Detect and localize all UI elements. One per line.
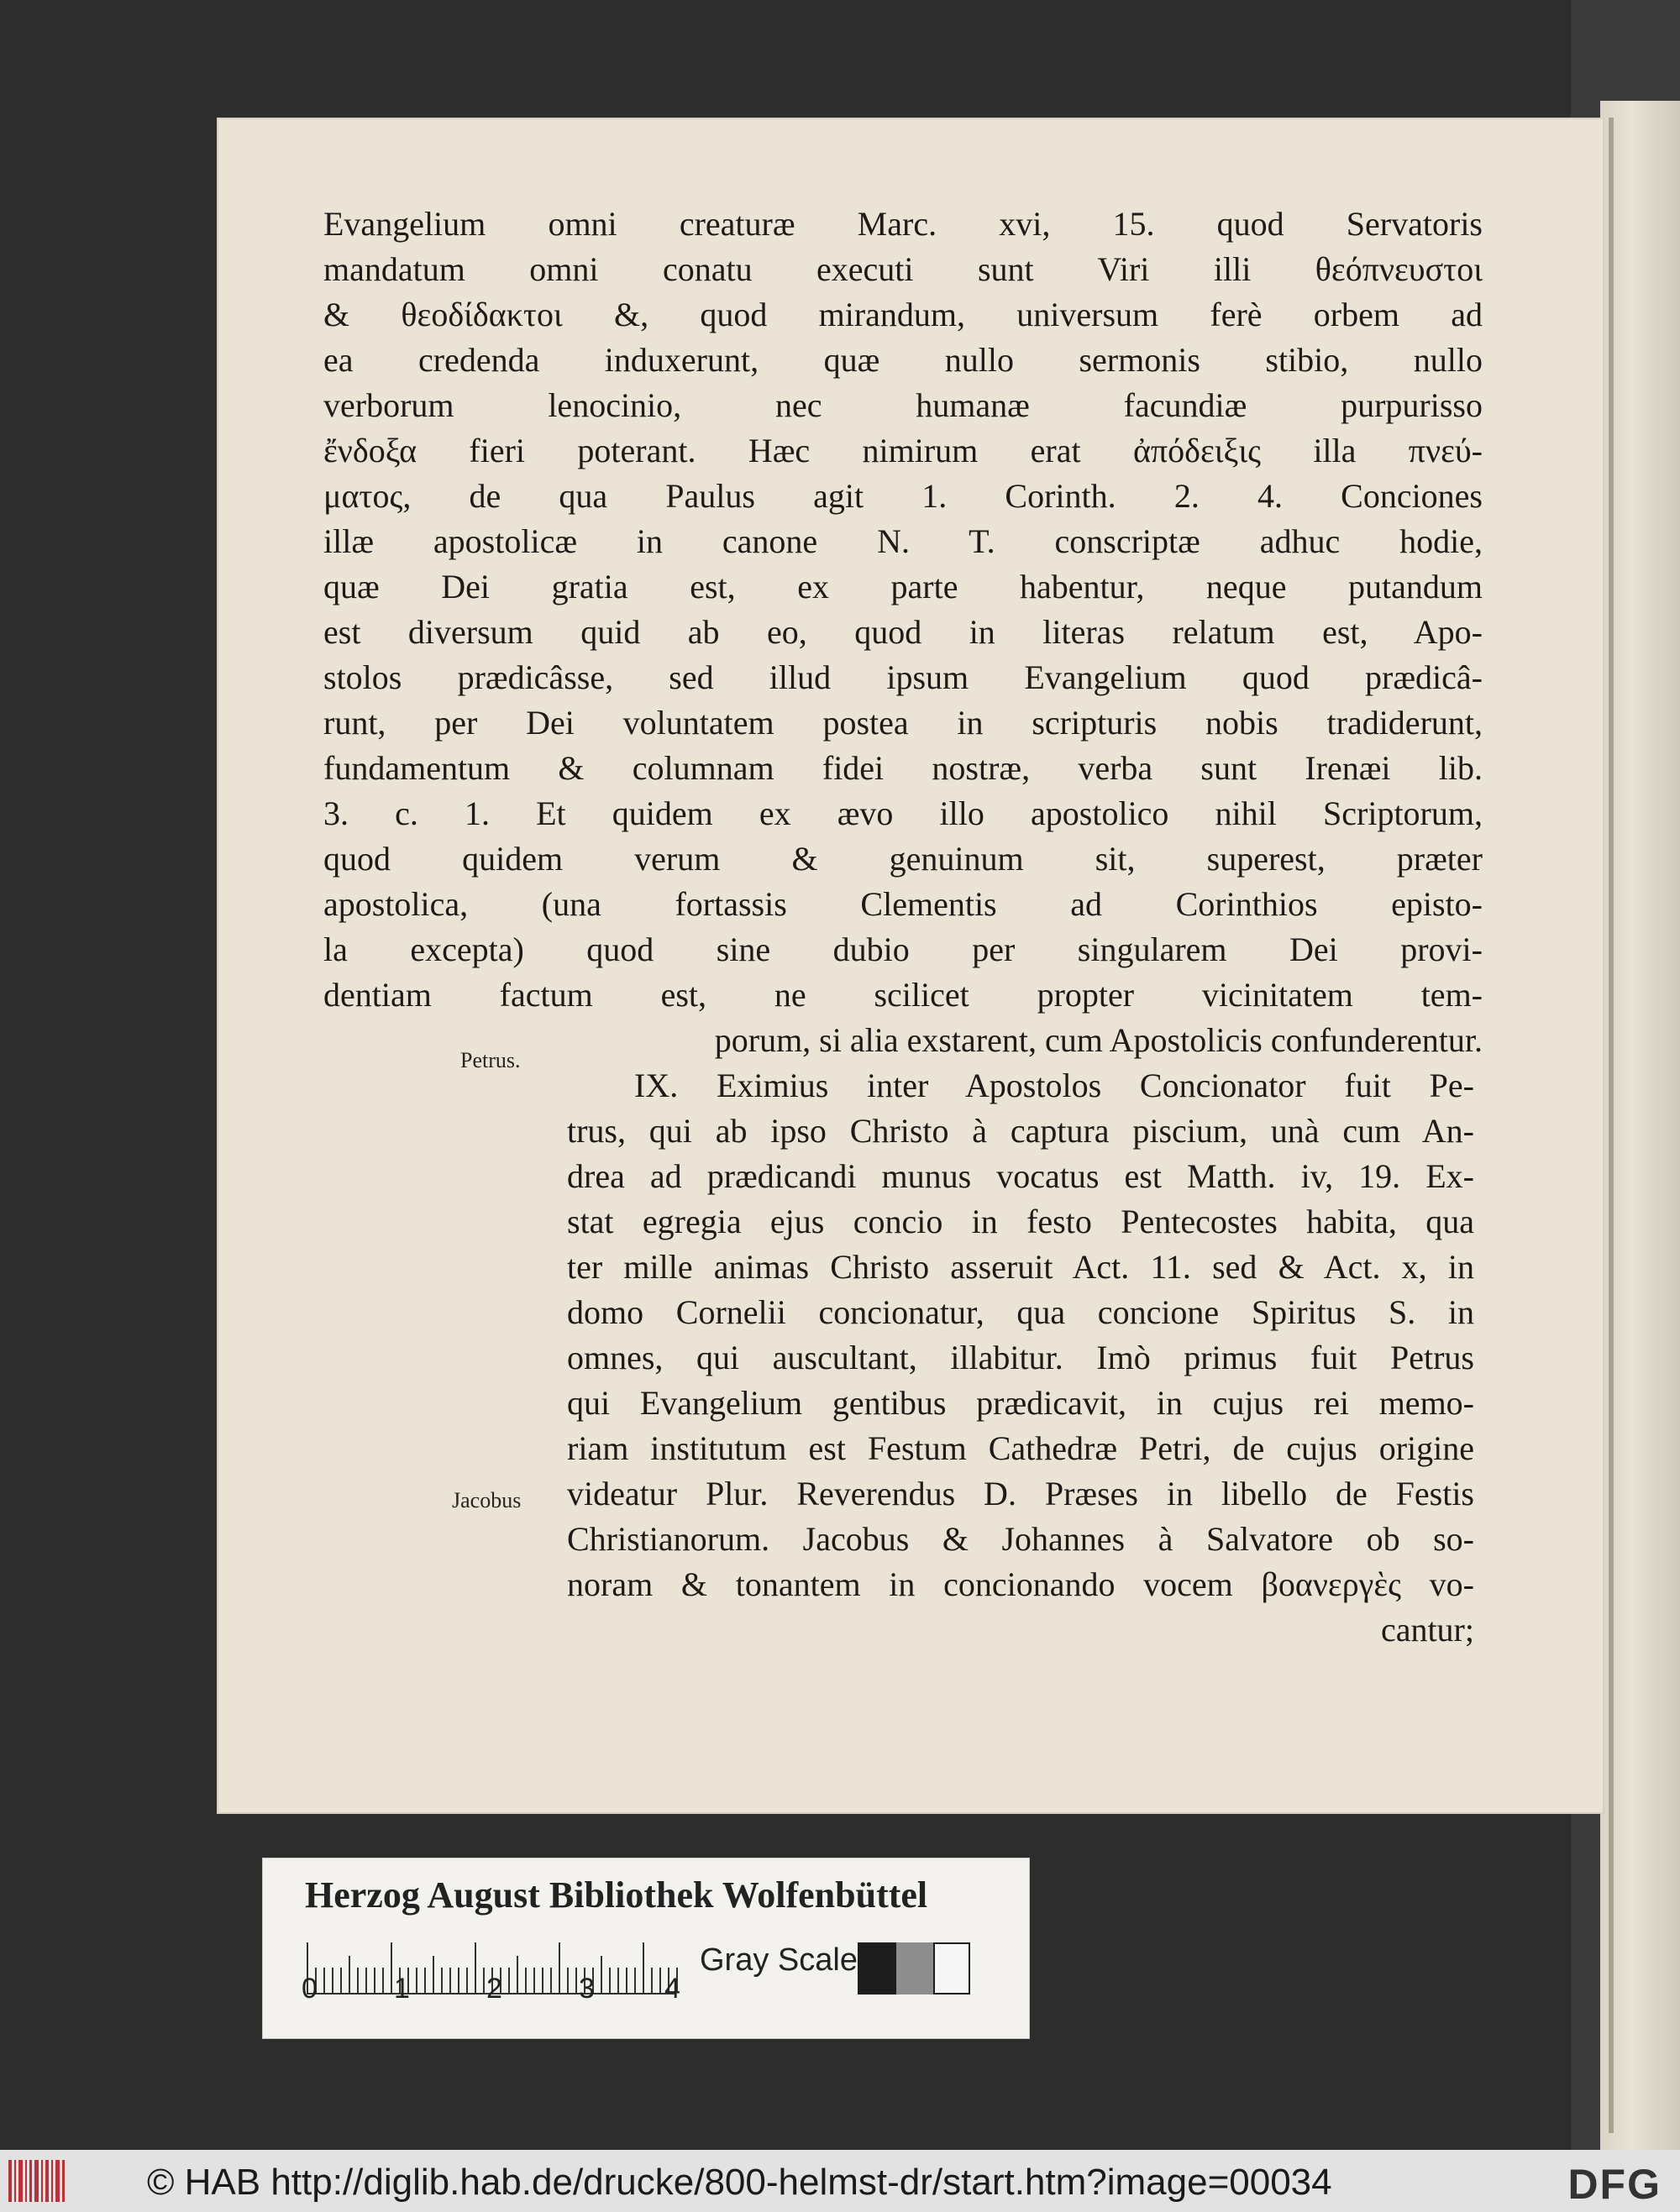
ruler-tick	[332, 1968, 333, 1993]
ruler-tick	[525, 1968, 527, 1993]
text-line: noram & tonantem in concionando vocem βοανεργὲς vo-	[567, 1565, 1474, 1603]
gray-swatch-black	[858, 1942, 896, 1994]
footer-bar	[0, 2150, 1680, 2212]
ruler-tick	[374, 1968, 375, 1993]
ruler-label-1: 1	[394, 1973, 410, 2005]
text-line: videatur Plur. Reverendus D. Præses in libello de Festis	[567, 1475, 1474, 1512]
ruler-label-2: 2	[486, 1973, 502, 2005]
ruler-tick	[433, 1956, 434, 1993]
ruler-label-0: 0	[302, 1973, 318, 2005]
ruler-tick	[542, 1968, 543, 1993]
ruler-tick	[643, 1942, 644, 1993]
text-line: 3. c. 1. Et quidem ex ævo illo apostolico nihil Scriptorum,	[323, 794, 1483, 832]
ruler-tick	[601, 1956, 602, 1993]
ruler-tick	[651, 1968, 653, 1993]
text-line: quod quidem verum & genuinum sit, superest, præter	[323, 840, 1483, 878]
text-line: mandatum omni conatu executi sunt Viri illi θεόπνευστοι	[323, 250, 1483, 288]
text-line: qui Evangelium gentibus prædicavit, in cujus rei memo-	[567, 1384, 1474, 1422]
text-line: trus, qui ab ipso Christo à captura piscium, unà cum An-	[567, 1112, 1474, 1150]
text-line: stolos prædicâsse, sed illud ipsum Evangelium quod prædicâ-	[323, 658, 1483, 696]
text-line: dentiam factum est, ne scilicet propter vicinitatem tem-	[323, 976, 1483, 1014]
ruler-tick	[365, 1968, 367, 1993]
text-line: apostolica, (una fortassis Clementis ad Corinthios episto-	[323, 885, 1483, 923]
dfg-logo: DFG	[1567, 2161, 1662, 2208]
text-line: omnes, qui auscultant, illabitur. Imò primus fuit Petrus	[567, 1339, 1474, 1376]
text-line: Christianorum. Jacobus & Johannes à Salvatore ob so-	[567, 1520, 1474, 1558]
ruler-tick	[391, 1942, 392, 1993]
footer-copyright-url[interactable]: © HAB http://diglib.hab.de/drucke/800-helmst-dr/start.htm?image=00034	[147, 2162, 1332, 2203]
ruler-tick	[550, 1968, 552, 1993]
text-line: porum, si alia exstarent, cum Apostolicis confunderentur.	[714, 1021, 1483, 1059]
ruler-tick	[567, 1968, 569, 1993]
ruler-tick	[441, 1968, 443, 1993]
ruler-tick	[340, 1968, 342, 1993]
text-line: illæ apostolicæ in canone N. T. conscriptæ adhuc hodie,	[323, 522, 1483, 560]
text-line: riam institutum est Festum Cathedræ Petri, de cujus origine	[567, 1429, 1474, 1467]
ruler-tick	[517, 1956, 518, 1993]
ruler-tick	[533, 1968, 535, 1993]
ruler-tick	[323, 1968, 325, 1993]
ruler-tick	[449, 1968, 451, 1993]
ruler-tick	[458, 1968, 459, 1993]
gray-swatch-mid	[896, 1942, 933, 1994]
margin-note-petrus: Petrus.	[460, 1048, 521, 1072]
text-line: ἔνδοξα fieri poterant. Hæc nimirum erat ἀπόδειξις illa πνεύ-	[323, 432, 1483, 469]
ruler-tick	[559, 1942, 560, 1993]
ruler-tick	[634, 1968, 636, 1993]
text-line: fundamentum & columnam fidei nostræ, verba sunt Irenæi lib.	[323, 749, 1483, 787]
ruler-label-4: 4	[664, 1973, 680, 2005]
text-line: verborum lenocinio, nec humanæ facundiæ purpurisso	[323, 386, 1483, 424]
ruler-tick	[424, 1968, 426, 1993]
gray-scale-label: Gray Scale	[700, 1942, 858, 1978]
barcode-icon	[7, 2157, 67, 2205]
ruler-tick	[483, 1968, 485, 1993]
ruler-tick	[466, 1968, 468, 1993]
text-line: Evangelium omni creaturæ Marc. xvi, 15. quod Servatoris	[323, 205, 1483, 243]
text-line: ea credenda induxerunt, quæ nullo sermonis stibio, nullo	[323, 341, 1483, 379]
text-line: la excepta) quod sine dubio per singularem Dei provi-	[323, 930, 1483, 968]
ruler-tick	[626, 1968, 627, 1993]
text-line: quæ Dei gratia est, ex parte habentur, neque putandum	[323, 568, 1483, 605]
text-line: domo Cornelii concionatur, qua concione Spiritus S. in	[567, 1293, 1474, 1331]
ruler-tick	[575, 1968, 577, 1993]
gray-swatch-white	[933, 1942, 970, 1994]
gutter-edge	[1609, 118, 1614, 2133]
ruler-tick	[357, 1968, 359, 1993]
ruler-tick	[475, 1942, 476, 1993]
text-line: & θεοδίδακτοι &, quod mirandum, universum ferè orbem ad	[323, 296, 1483, 333]
text-line: runt, per Dei voluntatem postea in scripturis nobis tradiderunt,	[323, 704, 1483, 742]
ruler-tick	[617, 1968, 619, 1993]
ruler-tick	[349, 1956, 350, 1993]
library-name: Herzog August Bibliothek Wolfenbüttel	[305, 1874, 928, 1916]
text-line: IX. Eximius inter Apostolos Concionator fuit Pe-	[634, 1067, 1474, 1104]
text-line: drea ad prædicandi munus vocatus est Matth. iv, 19. Ex-	[567, 1157, 1474, 1195]
ruler-tick	[659, 1968, 661, 1993]
text-line: ματος, de qua Paulus agit 1. Corinth. 2. 4. Conciones	[323, 477, 1483, 515]
margin-note-jacobus: Jacobus	[452, 1488, 522, 1512]
text-line: stat egregia ejus concio in festo Pentecostes habita, qua	[567, 1203, 1474, 1240]
ruler-tick	[416, 1968, 417, 1993]
ruler-label-3: 3	[579, 1973, 595, 2005]
text-line: ter mille animas Christo asseruit Act. 11. sed & Act. x, in	[567, 1248, 1474, 1286]
text-line: est diversum quid ab eo, quod in literas relatum est, Apo-	[323, 613, 1483, 651]
ruler-tick	[609, 1968, 611, 1993]
ruler-tick	[382, 1968, 384, 1993]
ruler-tick	[508, 1968, 510, 1993]
color-target-card	[262, 1858, 1030, 2039]
text-line: cantur;	[1380, 1611, 1474, 1649]
